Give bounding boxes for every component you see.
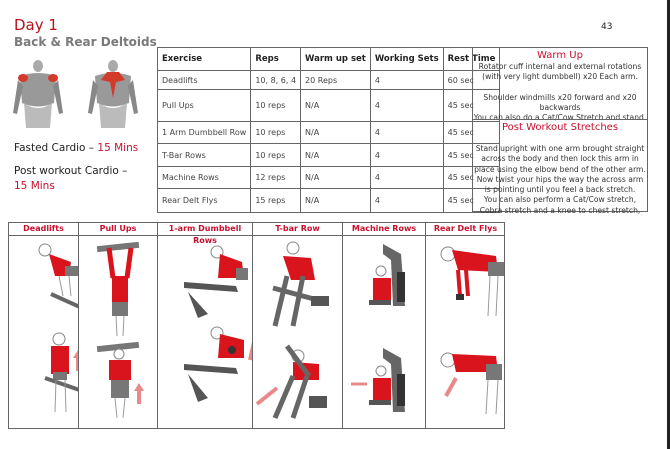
fasted-cardio: [14, 141, 138, 156]
page-number: 43: [601, 22, 613, 32]
table-row: [158, 144, 500, 167]
cell-sets: 4: [370, 90, 443, 122]
table-row: [158, 167, 500, 189]
stretches-title: Post Workout Stretches: [501, 122, 619, 133]
figure-label: Deadlifts: [9, 223, 78, 236]
cell-reps: 10 reps: [251, 122, 301, 144]
cell-sets: 4: [370, 122, 443, 144]
stretches-panel: [472, 119, 648, 215]
cell-warmup: N/A: [301, 167, 371, 189]
exercise-illustration-grid: [8, 222, 505, 429]
cell-rest: 45 sec: [443, 144, 500, 167]
cell-sets: 4: [370, 189, 443, 213]
t-bar-row-illustration: [253, 236, 342, 429]
cell-rest: 60 sec: [443, 71, 500, 90]
cell-rest: 45 sec: [443, 90, 500, 122]
cell-reps: 15 reps: [251, 189, 301, 213]
col-working-sets: Working Sets: [370, 48, 443, 71]
cell-exercise: T-Bar Rows: [158, 144, 251, 167]
cell-sets: 4: [370, 167, 443, 189]
workout-subtitle: Back & Rear Deltoids: [14, 35, 157, 49]
cell-sets: 4: [370, 71, 443, 90]
stretches-line-1: Stand upright with one arm brought straight across the body and then lock this arm in place using the elbow bend of the other arm. Now twist your hips the way the across arm is pointing until you feel a back stretch.: [474, 144, 646, 195]
figure-label: Pull Ups: [79, 223, 157, 236]
warmup-line-1: Rotator cuff internal and external rotations (with very light dumbbell) x20 Each arm.: [478, 62, 642, 82]
cell-reps: 10 reps: [251, 90, 301, 122]
warmup-line-3: You can also do a Cat/Cow Stretch and stand.: [473, 113, 647, 123]
figure-pull-ups: [79, 223, 158, 428]
col-exercise: Exercise: [158, 48, 251, 71]
table-row: [158, 122, 500, 144]
cell-warmup: N/A: [301, 189, 371, 213]
back-muscle-figure-deltoids: [10, 58, 66, 133]
cell-warmup: N/A: [301, 122, 371, 144]
table-row: [158, 90, 500, 122]
cell-exercise: Pull Ups: [158, 90, 251, 122]
figure-deadlifts: [9, 223, 79, 428]
post-workout-cardio: [14, 164, 127, 194]
table-row: [158, 189, 500, 213]
cell-warmup: N/A: [301, 90, 371, 122]
back-muscle-figure-traps: [85, 58, 141, 133]
table-row: [158, 71, 500, 90]
figure-label: T-bar Row: [253, 223, 342, 236]
cell-reps: 12 reps: [251, 167, 301, 189]
deadlift-illustration: [9, 236, 78, 429]
cell-exercise: Deadlifts: [158, 71, 251, 90]
cell-reps: 10, 8, 6, 4: [251, 71, 301, 90]
post-cardio-value: 15 Mins: [14, 180, 55, 192]
cell-exercise: Machine Rows: [158, 167, 251, 189]
day-title: Day 1: [14, 16, 58, 34]
warmup-line-2: Shoulder windmills x20 forward and x20 backwards: [483, 92, 637, 112]
cell-rest: 45 sec: [443, 189, 500, 213]
figure-label: 1-arm Dumbbell Rows: [158, 223, 252, 236]
figure-t-bar-row: [253, 223, 343, 428]
cell-warmup: 20 Reps: [301, 71, 371, 90]
post-cardio-label: Post workout Cardio –: [14, 165, 128, 177]
figure-dumbbell-rows: [158, 223, 253, 428]
fasted-cardio-label: Fasted Cardio –: [14, 142, 98, 154]
cell-rest: 45 sec: [443, 167, 500, 189]
cell-reps: 10 reps: [251, 144, 301, 167]
warmup-title: Warm Up: [537, 50, 583, 61]
cell-rest: 45 sec: [443, 122, 500, 144]
stretches-line-2: You can also perform a Cat/Cow stretch, Cobra stretch and a knee to chest stretch,: [479, 195, 641, 215]
figure-label: Machine Rows: [343, 223, 425, 236]
machine-row-illustration: [343, 236, 425, 429]
rear-delt-fly-illustration: [426, 236, 505, 429]
col-warmup: Warm up set: [301, 48, 371, 71]
cell-exercise: Rear Delt Flys: [158, 189, 251, 213]
col-reps: Reps: [251, 48, 301, 71]
pull-up-illustration: [79, 236, 157, 429]
dumbbell-row-illustration: [158, 236, 252, 429]
cell-exercise: 1 Arm Dumbbell Row: [158, 122, 251, 144]
figure-machine-rows: [343, 223, 426, 428]
fasted-cardio-value: 15 Mins: [97, 142, 139, 154]
cell-sets: 4: [370, 144, 443, 167]
warmup-panel: [472, 47, 648, 123]
table-header-row: [158, 48, 500, 71]
figure-label: Rear Delt Flys: [426, 223, 505, 236]
cell-warmup: N/A: [301, 144, 371, 167]
figure-rear-delt-flys: [426, 223, 505, 428]
col-rest-time: Rest Time: [443, 48, 500, 71]
exercise-table: [157, 47, 500, 213]
